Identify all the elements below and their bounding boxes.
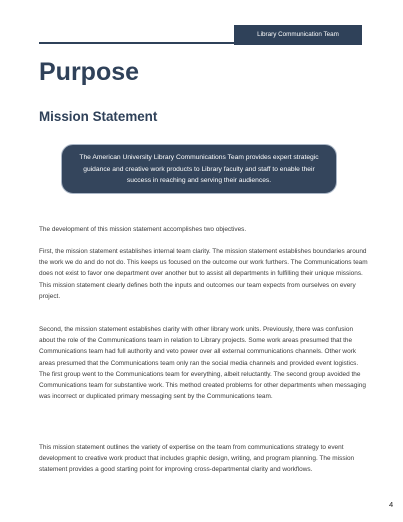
paragraph-second-objective: Second, the mission statement establishes clarity with other library work units. Previously, there was confusion about the role of the Communications team in relation to Library projects. Some work areas presumed that the Communications team had full authority and veto power over all external communications channels. Other work areas presumed that the Communications team only ran the social media channels and provided event logistics. The first group went to the Communications team for everything, albeit reluctantly. The second group avoided the Communications team for substantive work. This method created problems for other departments when messaging was incorrect or duplicated primary messaging sent by the Communications team. [39, 326, 366, 401]
page-title: Purpose [39, 58, 140, 86]
mission-statement-callout: The American University Library Communications Team provides expert strategic guidance and creative work products to Library faculty and staff to enable their success in reaching and serving their audiences. [61, 144, 337, 194]
section-title: Mission Statement [39, 109, 158, 124]
paragraph-first-objective: First, the mission statement establishes internal team clarity. The mission statement establishes boundaries around the work we do and do not do. This keeps us focused on the outcome our work furthers. The Communications team does not exist to favor one department over another but to assist all departments in fulfilling their unique missions. This mission statement clearly defines both the inputs and outcomes our team expects from ourselves on every project. [39, 248, 368, 300]
paragraph-intro: The development of this mission statement accomplishes two objectives. [39, 226, 247, 233]
header-tag: Library Communication Team [234, 25, 362, 45]
paragraph-conclusion: This mission statement outlines the variety of expertise on the team from communications strategy to event development to creative work product that includes graphic design, writing, and program planning. The mission statement provides a good starting point for improving cross-departmental clarity and workflows. [39, 444, 355, 474]
page-number: 4 [389, 500, 394, 509]
